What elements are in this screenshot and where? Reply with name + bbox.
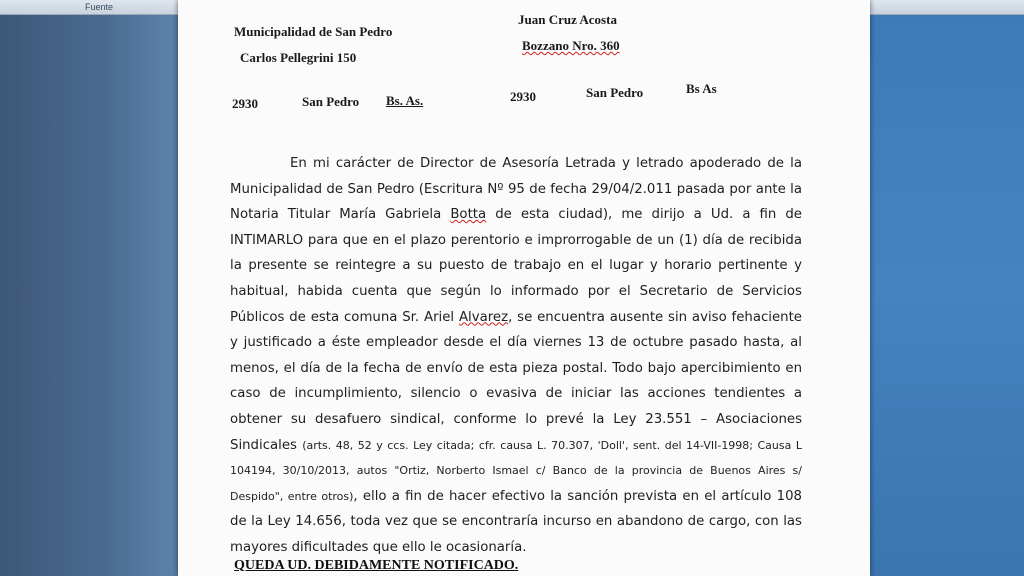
recipient-city: San Pedro (586, 85, 644, 100)
sender-province: Bs. As. (386, 93, 424, 108)
ribbon-group-font-label: Fuente (84, 2, 114, 12)
sender-street: Carlos Pellegrini 150 (240, 50, 357, 65)
letter-text-part3: , se encuentra ausente sin aviso fehaciente y justificado a éste empleador desde el día viernes 13 de octubre pasado hasta, al menos, el día de la fecha de envío de esta pieza postal. Todo bajo apercibimiento en caso de incumplimiento, silencio o evasiva de iniciar las acciones tendientes a obtener su desafuero sindical, conforme lo prevé la Ley 23.551 – Asociaciones Sindicales (230, 309, 802, 453)
letter-body (230, 151, 802, 561)
letter-text-part2: de esta ciudad), me dirijo a Ud. a fin de INTIMARLO para que en el plazo perentorio e improrrogable de un (1) día de recibida la presente se reintegre a su puesto de trabajo en el lugar y horario pertinente y habitual, habida cuenta que según lo informado por el Secretario de Servicios Públicos de esta comuna Sr. Ariel (230, 207, 802, 325)
sender-postal-code: 2930 (232, 96, 258, 111)
letter-text-part1: En mi carácter de Director de Asesoría Letrada y letrado apoderado de la Municipalidad de San Pedro (Escritura Nº 95 de fecha 29/04/2.011 pasada por ante la Notaria Titular María Gabriela (230, 156, 802, 223)
recipient-name: Juan Cruz Acosta (518, 12, 617, 27)
letter-name-alvarez: Alvarez (458, 309, 509, 325)
pencil-mark-icon (8, 278, 48, 314)
document-page[interactable] (178, 0, 870, 576)
letter-citation: (arts. 48, 52 y ccs. Ley citada; cfr. causa L. 70.307, 'Doll', sent. del 14-VII-1998; Causa L 104194, 30/10/2013, autos "Ortiz, Norberto Ismael c/ Banco de la provincia de Buenos Aires s/ Despido", entre otros) (230, 438, 802, 503)
sender-city: San Pedro (302, 94, 360, 109)
ribbon-group-font[interactable] (0, 0, 199, 14)
recipient-postal-code: 2930 (510, 89, 536, 104)
letter-paragraph (230, 151, 802, 561)
letter-text-part4: , ello a fin de hacer efectivo la sanción prevista en el artículo 108 de la Ley 14.656, toda vez que se encontraría incurso en abandono de cargo, con las mayores dificultades que ello le ocasionaría. (230, 488, 802, 555)
recipient-province: Bs As (686, 81, 717, 96)
recipient-street (522, 38, 620, 54)
letter-name-botta: Botta (450, 207, 487, 223)
recipient-street-text: Bozzano Nro. 360 (522, 38, 620, 53)
closing-notice: QUEDA UD. DEBIDAMENTE NOTIFICADO. (234, 558, 519, 573)
sender-name: Municipalidad de San Pedro (234, 24, 393, 39)
desktop-background (870, 0, 1024, 576)
